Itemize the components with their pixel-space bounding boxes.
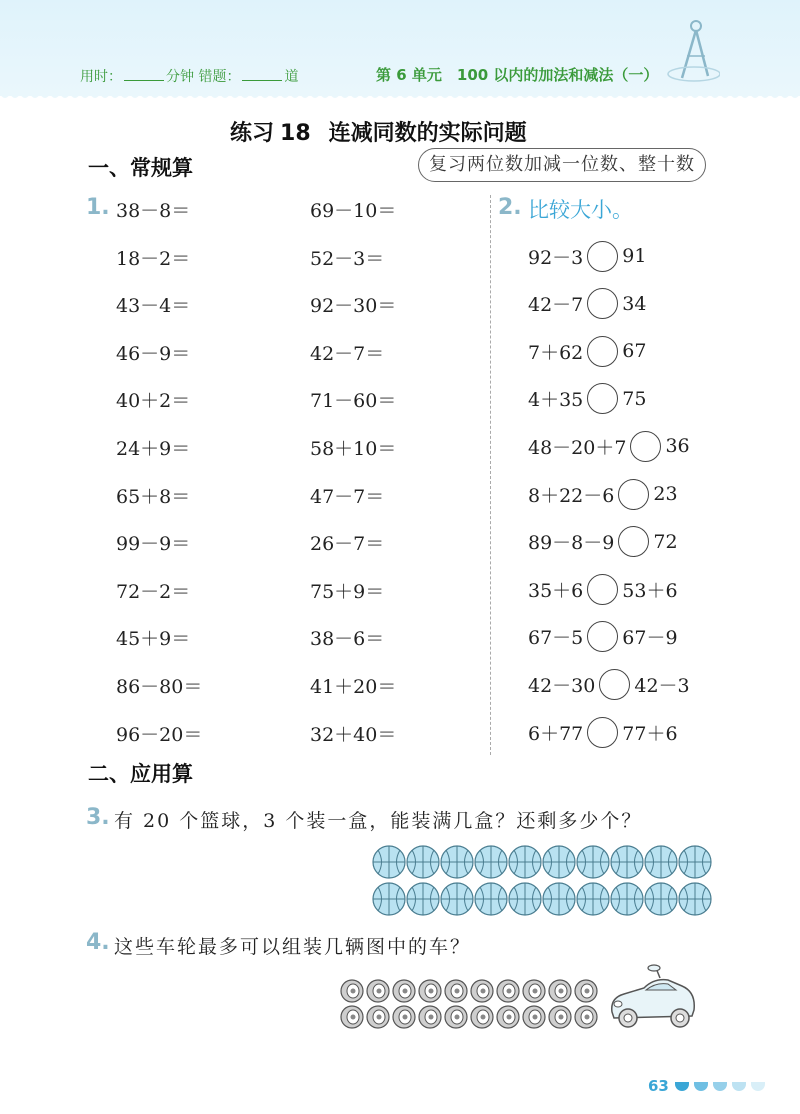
comparison-right: 72 (653, 530, 678, 553)
question-2-title: 比较大小。 (528, 198, 633, 222)
basketball-icon (543, 883, 575, 915)
arithmetic-problem: 43－4＝ (116, 295, 191, 318)
arithmetic-problem: 75＋9＝ (310, 580, 385, 603)
comparison-left: 42－7 (528, 294, 584, 317)
basketball-icon (475, 846, 507, 878)
question-3-text: 有 20 个篮球，3 个装一盒，能装满几盒？还剩多少个？ (114, 810, 643, 832)
comparison-left: 42－30 (528, 674, 596, 697)
wheel-icon (419, 980, 441, 1002)
basketball-icon (577, 883, 609, 915)
answer-circle[interactable] (587, 241, 618, 272)
comparison-left: 92－3 (528, 246, 584, 269)
wheel-icon (575, 1006, 597, 1028)
basketball-icon (679, 883, 711, 915)
arithmetic-problem: 38－8＝ (116, 200, 191, 222)
toy-car-icon (604, 964, 700, 1034)
wheel-icon (393, 980, 415, 1002)
comparison-left: 6＋77 (528, 722, 584, 745)
question-4-number: 4. (86, 930, 110, 955)
basketball-icon (441, 846, 473, 878)
comparison-right: 23 (653, 483, 678, 505)
time-error-record (80, 66, 298, 86)
basketball-icon (645, 846, 677, 878)
comparison-right: 67－9 (622, 627, 678, 650)
wheel-icon (445, 980, 467, 1002)
basketball-icon (679, 846, 711, 878)
basketball-icon (543, 846, 575, 878)
arithmetic-problem: 69－10＝ (310, 200, 397, 222)
footer-decoration (732, 1082, 746, 1091)
basketball-icon (509, 883, 541, 915)
wheel-icon (523, 1006, 545, 1028)
basketball-icon (373, 883, 405, 915)
arithmetic-problem: 32＋40＝ (310, 723, 397, 746)
comparison-row (528, 619, 678, 655)
comparison-right: 77＋6 (622, 722, 678, 745)
wheel-icon (497, 1006, 519, 1028)
arithmetic-problem: 72－2＝ (116, 580, 191, 603)
basketball-icon (475, 883, 507, 915)
wheel-icon (367, 1006, 389, 1028)
answer-circle[interactable] (587, 288, 618, 319)
answer-circle[interactable] (587, 717, 618, 748)
errors-blank[interactable] (242, 80, 282, 81)
comparison-row (528, 381, 646, 417)
wheel-icon (471, 1006, 493, 1028)
comparison-right: 75 (622, 387, 647, 410)
comparison-right: 91 (622, 245, 647, 267)
footer-decoration (751, 1082, 765, 1091)
time-blank[interactable] (124, 80, 164, 81)
arithmetic-problem: 99－9＝ (116, 533, 191, 556)
arithmetic-problem: 45＋9＝ (116, 628, 191, 651)
basketball-group (372, 845, 722, 917)
errors-unit: 道 (284, 69, 299, 85)
errors-label: 错题： (198, 69, 241, 85)
comparison-left: 8＋22－6 (528, 484, 615, 507)
wheel-icon (367, 980, 389, 1002)
wheel-icon (341, 1006, 363, 1028)
question-2-number: 2. (498, 195, 522, 220)
wheel-icon (523, 980, 545, 1002)
arithmetic-problem: 24＋9＝ (116, 438, 191, 460)
arithmetic-problem: 46－9＝ (116, 342, 191, 365)
arithmetic-problem: 58＋10＝ (310, 438, 397, 460)
wheel-icon (341, 980, 363, 1002)
arithmetic-problem: 47－7＝ (310, 485, 385, 508)
answer-circle[interactable] (618, 526, 649, 557)
answer-circle[interactable] (587, 621, 618, 652)
comparison-row (528, 476, 678, 512)
lesson-name: 连减同数的实际问题 (328, 121, 527, 146)
basketball-icon (407, 883, 439, 915)
wheel-icon (445, 1006, 467, 1028)
page-footer (648, 1077, 770, 1095)
answer-circle[interactable] (587, 383, 618, 414)
basketball-icon (611, 883, 643, 915)
comparison-right: 67 (622, 340, 647, 363)
comparison-row (528, 333, 646, 369)
wheel-icon (471, 980, 493, 1002)
comparison-left: 4＋35 (528, 389, 584, 412)
arithmetic-problem: 92－30＝ (310, 295, 397, 318)
arithmetic-problem: 86－80＝ (116, 676, 203, 698)
comparison-right: 36 (665, 435, 690, 458)
basketball-icon (373, 846, 405, 878)
basketball-icon (645, 883, 677, 915)
column-divider (490, 195, 491, 755)
section-1-title: 一、常规算 (88, 156, 193, 180)
wheel-icon (549, 1006, 571, 1028)
arithmetic-problem: 52－3＝ (310, 247, 385, 270)
arithmetic-problem: 96－20＝ (116, 723, 203, 746)
comparison-left: 35＋6 (528, 579, 584, 602)
comparison-left: 7＋62 (528, 341, 584, 364)
arithmetic-problem: 38－6＝ (310, 628, 385, 651)
comparison-left: 67－5 (528, 627, 584, 650)
comparison-row (528, 286, 646, 322)
lesson-title (230, 116, 527, 147)
header-wave-border (0, 90, 800, 104)
arithmetic-problem: 71－60＝ (310, 390, 397, 413)
answer-circle[interactable] (587, 574, 618, 605)
comparison-left: 89－8－9 (528, 532, 615, 555)
arithmetic-problem: 18－2＝ (116, 247, 191, 270)
basketball-icon (441, 883, 473, 915)
comparison-row (528, 666, 690, 702)
basketball-icon (611, 846, 643, 878)
lesson-prefix: 练习 (230, 121, 275, 146)
footer-decoration (713, 1082, 727, 1091)
comparison-right: 42－3 (634, 674, 690, 697)
lesson-number: 18 (280, 121, 311, 146)
basketball-icon (509, 846, 541, 878)
answer-circle[interactable] (599, 669, 630, 700)
basketball-icon (577, 846, 609, 878)
comparison-row (528, 524, 678, 560)
arithmetic-problem: 26－7＝ (310, 533, 385, 556)
arithmetic-problem: 42－7＝ (310, 342, 385, 365)
arithmetic-problem: 41＋20＝ (310, 676, 397, 698)
footer-decoration (694, 1082, 708, 1091)
comparison-row (528, 428, 690, 464)
time-label: 用时： (80, 69, 122, 85)
minute-label: 分钟 (166, 69, 194, 85)
wheel-icon (575, 980, 597, 1002)
comparison-right: 53＋6 (622, 579, 678, 602)
comparison-row (528, 571, 678, 607)
comparison-left: 48－20＋7 (528, 436, 627, 459)
basketball-icon (407, 846, 439, 878)
comparison-row (528, 714, 678, 750)
review-badge: 复习两位数加减一位数、整十数 (418, 148, 706, 182)
comparison-row (528, 238, 646, 274)
question-3-number: 3. (86, 805, 110, 830)
question-4-text: 这些车轮最多可以组装几辆图中的车？ (114, 936, 472, 958)
answer-circle[interactable] (587, 336, 618, 367)
unit-title: 第 6 单元 100 以内的加法和减法（一） (376, 66, 659, 84)
footer-decoration (675, 1082, 689, 1091)
arithmetic-problem: 40＋2＝ (116, 390, 191, 413)
answer-circle[interactable] (618, 479, 649, 510)
wheel-icon (549, 980, 571, 1002)
answer-circle[interactable] (630, 431, 661, 462)
wheel-icon (419, 1006, 441, 1028)
arithmetic-problem: 65＋8＝ (116, 485, 191, 508)
comparison-right: 34 (622, 292, 647, 315)
section-2-title: 二、应用算 (88, 762, 193, 786)
page-number: 63 (648, 1077, 669, 1095)
wheel-group (340, 978, 604, 1030)
wheel-icon (393, 1006, 415, 1028)
compass-icon (660, 16, 720, 86)
wheel-icon (497, 980, 519, 1002)
question-1-number: 1. (86, 195, 110, 220)
